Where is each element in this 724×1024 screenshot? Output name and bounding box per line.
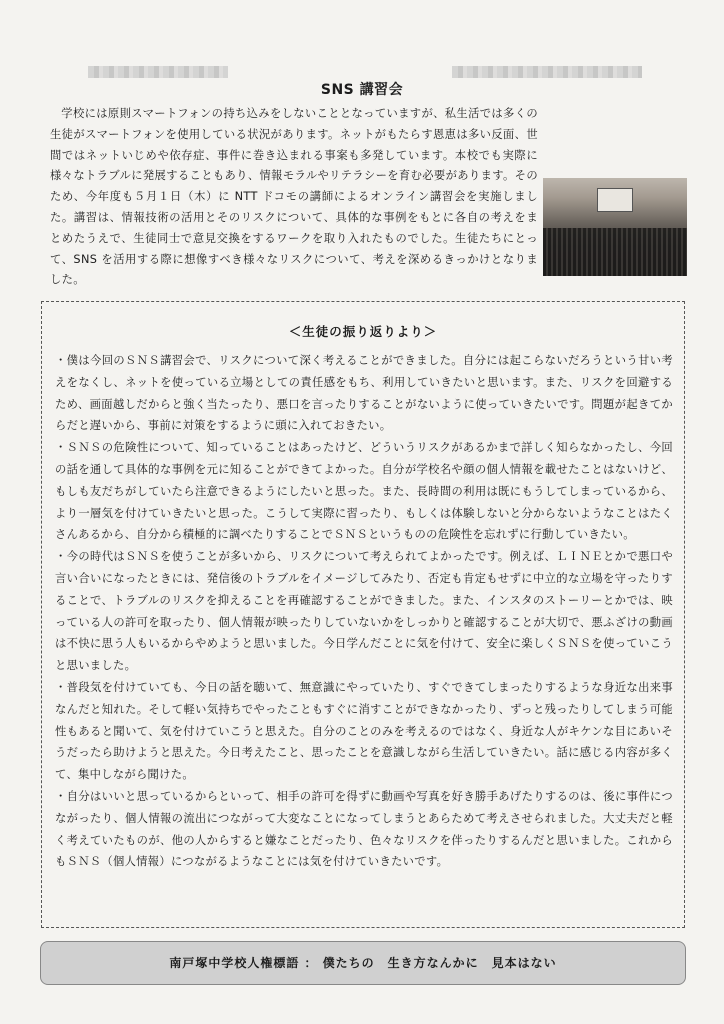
reflection-item: ・僕は今回のＳＮＳ講習会で、リスクについて深く考えることができました。自分には起こらないだろうという甘い考えをなくし、ネットを使っている立場としての責任感をもち、利用していきたいと思います。また、リスクを回避するため、画面越しだからと強く当たったり、悪口を言ったりすることがないように使っていきたいです。問題が起きてからだと遅いから、事前に対策をするように頭に入れておきたい。 <box>55 354 673 433</box>
projector-screen <box>597 188 633 212</box>
page-title: SNS 講習会 <box>320 82 404 98</box>
lecture-hall-photo <box>543 178 687 276</box>
slogan-text: 南戸塚中学校人権標語 ： 僕たちの 生き方なんかに 見本はない <box>169 956 557 970</box>
students-crowd <box>543 228 687 276</box>
reflection-item: ・ＳＮＳの危険性について、知っていることはあったけど、どういうリスクがあるかまで詳しく知らなかったし、今回の話を通して具体的な事例を元に知ることができてよかった。自分が学校名や顔の個人情報を載せたことはないけど、もしも友だちがしていたら注意できるようにしたいと思った。また、長時間の利用は既にもうしてしまっているから、より一層気を付けていきたいと思った。こうして実際に習ったり、もしくは体験しないと分からないようなことはたくさんあるから、自分から積極的に調べたりすることでＳＮＳというものの危険性を忘れずに行動していきたい。 <box>55 441 673 542</box>
human-rights-slogan-banner <box>40 941 686 985</box>
intro-text: 学校には原則スマートフォンの持ち込みをしないこととなっていますが、私生活では多くの生徒がスマートフォンを使用している状況があります。ネットがもたらす恩恵は多い反面、世間ではネットいじめや依存症、事件に巻き込まれる事案も多発しています。本校でも実際に様々なトラブルに発展することもあり、情報モラルやリテラシーを育む必要があります。そのため、今年度も５月１日（木）に NTT ドコモの講師によるオンライン講習会を実施しました。講習は、情報技術の活用とそのリスクについて、具体的な事例をもとに各自の考えをまとめたうえで、生徒同士で意見交換をするワークを取り入れたものでした。生徒たちにとって、SNS を活用する際に想像すべき様々なリスクについて、考えを深めるきっかけとなりました。 <box>50 107 538 287</box>
redacted-header-right <box>452 66 642 78</box>
reflection-item: ・普段気を付けていても、今日の話を聴いて、無意識にやっていたり、すぐできてしまったりするような身近な出来事なんだと知れた。そして軽い気持ちでやったこともすぐに消すことができなかったり、ずっと残ったりしてしまう可能性もあると聞いて、気を付けていこうと思えた。自分のことのみを考えるのではなく、身近な人がキケンな目にあいそうだったら助けようと思えた。今日考えたこと、思ったことを意識しながら生活していきたい。話に感じる内容が多くて、集中しながら聞けた。 <box>55 680 673 782</box>
reflections-box <box>41 301 685 928</box>
reflections-list <box>55 350 673 873</box>
reflection-item: ・自分はいいと思っているからといって、相手の許可を得ずに動画や写真を好き勝手あげたりするのは、後に事件につながったり、個人情報の流出につながって大変なことになってしまうとあらためて考えさせられました。大丈夫だと軽く考えていたものが、他の人からすると嫌なことだったり、色々なリスクを伴ったりするんだと思いました。これからもＳＮＳ（個人情報）につながるようなことには気を付けていきたいです。 <box>55 789 673 869</box>
redacted-header-left <box>88 66 228 78</box>
reflections-heading: ＜生徒の振り返りより＞ <box>288 324 438 339</box>
reflection-item: ・今の時代はＳＮＳを使うことが多いから、リスクについて考えられてよかったです。例えば、ＬＩＮＥとかで悪口や言い合いになったときには、発信後のトラブルをイメージしてみたり、否定も肯定もせずに中立的な立場を守ったりすることで、トラブルのリスクを抑えることを再確認することができました。また、インスタのストーリーとかでは、映っている人の許可を取ったり、個人情報が映ったりしていないかをしっかりと確認することが大切で、悪ふざけの動画は不快に思う人もいるからやめようと思いました。今日学んだことに気を付けて、安全に楽しくＳＮＳを使っていこうと思いました。 <box>55 550 673 673</box>
